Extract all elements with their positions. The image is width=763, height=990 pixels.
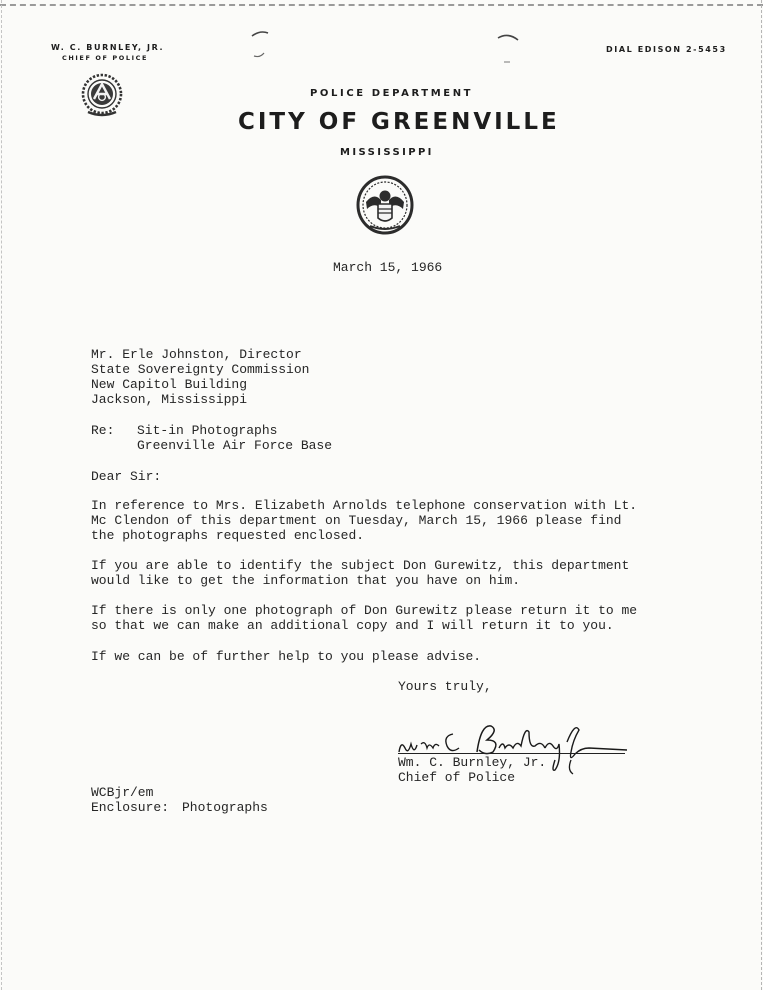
body-line: If we can be of further help to you please advise. (91, 649, 482, 664)
body-line: the photographs requested enclosed. (91, 528, 365, 543)
city-title: CITY OF GREENVILLE (238, 109, 560, 135)
address-line: New Capitol Building (91, 377, 248, 392)
body-line: so that we can make an additional copy and I will return it to you. (91, 618, 614, 633)
subject-line-text: Sit-in Photographs (137, 423, 278, 438)
body-line: If you are able to identify the subject Don Gurewitz, this department (91, 558, 630, 573)
body-line: If there is only one photograph of Don Gurewitz please return it to me (91, 603, 638, 618)
re-label: Re: (91, 423, 115, 438)
signer-title: Chief of Police (398, 770, 516, 785)
body-paragraph (91, 498, 651, 543)
body-paragraph (91, 649, 651, 664)
signer-block (398, 755, 546, 785)
signer-name: Wm. C. Burnley, Jr. (398, 755, 547, 770)
page-right-edge (761, 0, 762, 990)
body-line: would like to get the information that you have on him. (91, 573, 521, 588)
chief-name: W. C. BURNLEY, JR. (51, 43, 165, 52)
body-line: Mc Clendon of this department on Tuesday, March 15, 1966 please find (91, 513, 622, 528)
signature-line (398, 753, 625, 754)
recipient-address (91, 347, 309, 407)
punch-mark-icon (494, 30, 522, 66)
enclosure-text: Photographs (182, 800, 268, 815)
state-name: MISSISSIPPI (340, 147, 434, 158)
closing: Yours truly, (398, 679, 492, 694)
letter-date: March 15, 1966 (333, 260, 443, 275)
body-line: In reference to Mrs. Elizabeth Arnolds telephone conservation with Lt. (91, 498, 638, 513)
address-line: Jackson, Mississippi (91, 392, 248, 407)
body-paragraph (91, 558, 651, 588)
department-name: POLICE DEPARTMENT (310, 88, 474, 99)
state-seal-icon (354, 172, 416, 236)
punch-mark-icon (248, 28, 274, 62)
salutation: Dear Sir: (91, 469, 162, 484)
phone-number: DIAL EDISON 2-5453 (606, 45, 727, 54)
body-paragraph (91, 603, 651, 633)
typist-initials: WCBjr/em (91, 785, 154, 800)
address-line: Mr. Erle Johnston, Director (91, 347, 302, 362)
police-badge-icon (78, 72, 126, 118)
chief-title: CHIEF OF POLICE (62, 54, 149, 62)
subject-line-text: Greenville Air Force Base (137, 438, 333, 453)
page-left-edge (1, 0, 2, 990)
subject-line (137, 423, 332, 453)
address-line: State Sovereignty Commission (91, 362, 310, 377)
page-top-edge (0, 4, 763, 6)
enclosure-label: Enclosure: (91, 800, 170, 815)
